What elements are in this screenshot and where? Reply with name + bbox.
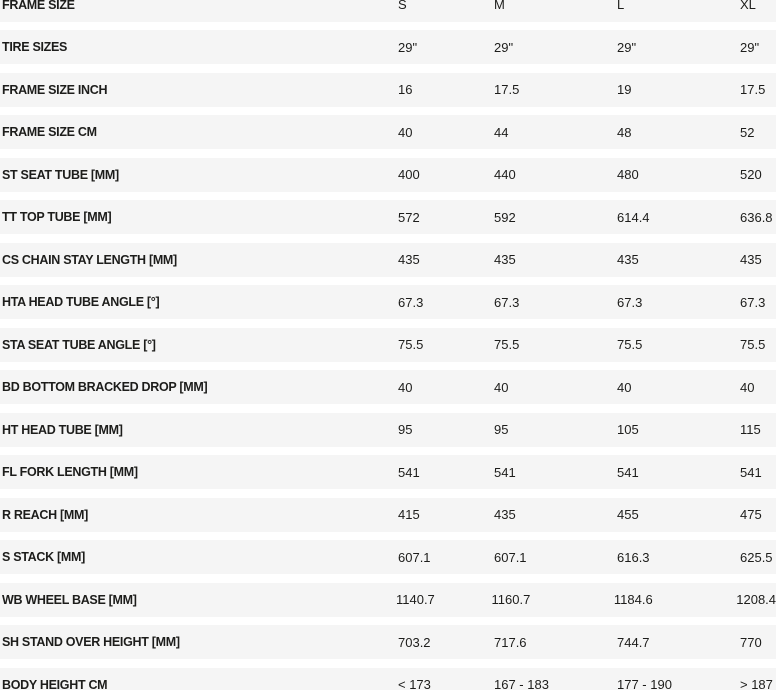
spec-value: 625.5: [740, 549, 773, 565]
spec-row: [0, 625, 776, 659]
spec-row: [0, 73, 776, 107]
spec-row-label: FRAME SIZE INCH: [2, 82, 108, 97]
spec-value: 572: [398, 209, 420, 225]
spec-value: 435: [494, 507, 516, 523]
spec-value: 44: [494, 124, 509, 140]
spec-value: 435: [494, 252, 516, 268]
spec-row: [0, 583, 776, 617]
spec-value: 29": [617, 39, 637, 55]
spec-value: 1208.4: [736, 592, 776, 608]
spec-value: 1184.6: [613, 592, 653, 608]
spec-value: 1140.7: [395, 592, 435, 608]
spec-value: 440: [494, 167, 516, 183]
spec-value: 115: [740, 422, 761, 438]
spec-value: 480: [617, 167, 639, 183]
spec-row-label: TIRE SIZES: [2, 40, 68, 55]
spec-row-label: TT TOP TUBE [MM]: [2, 210, 112, 225]
spec-value: 703.2: [398, 634, 431, 650]
spec-value: 19: [617, 82, 632, 98]
spec-value: 607.1: [398, 549, 431, 565]
spec-row-label: WB WHEEL BASE [MM]: [2, 592, 137, 607]
spec-value: < 173: [398, 677, 431, 690]
spec-row-label: ST SEAT TUBE [MM]: [2, 167, 119, 182]
spec-row: [0, 243, 776, 277]
spec-value: 48: [617, 124, 632, 140]
spec-value: 717.6: [494, 634, 527, 650]
spec-row: [0, 455, 776, 489]
spec-row-label: S STACK [MM]: [2, 550, 85, 565]
spec-row: [0, 0, 776, 22]
spec-row-label: BD BOTTOM BRACKED DROP [MM]: [2, 380, 208, 395]
spec-value: M: [494, 0, 505, 12]
spec-value: 636.8: [740, 209, 773, 225]
spec-row-label: FRAME SIZE CM: [2, 125, 97, 140]
spec-value: 17.5: [740, 82, 766, 98]
spec-row: [0, 115, 776, 149]
spec-value: 40: [740, 379, 755, 395]
spec-value: 435: [740, 252, 762, 268]
spec-row-label: CS CHAIN STAY LENGTH [MM]: [2, 252, 177, 267]
spec-row: [0, 285, 776, 319]
spec-value: 40: [494, 379, 509, 395]
spec-value: 105: [617, 422, 639, 438]
spec-row: [0, 158, 776, 192]
spec-value: 17.5: [494, 82, 520, 98]
spec-value: 95: [398, 422, 413, 438]
spec-row-label: HT HEAD TUBE [MM]: [2, 422, 123, 437]
spec-value: 541: [617, 464, 639, 480]
spec-value: 29": [740, 39, 760, 55]
spec-value: 592: [494, 209, 516, 225]
spec-value: 616.3: [617, 549, 650, 565]
spec-value: S: [398, 0, 407, 12]
spec-row: [0, 540, 776, 574]
spec-row-label: HTA HEAD TUBE ANGLE [°]: [2, 295, 160, 310]
spec-row: [0, 200, 776, 234]
spec-row-label: STA SEAT TUBE ANGLE [°]: [2, 337, 156, 352]
spec-value: 52: [740, 124, 755, 140]
spec-row-label: FRAME SIZE: [2, 0, 75, 12]
spec-value: 75.5: [398, 337, 424, 353]
spec-row-label: FL FORK LENGTH [MM]: [2, 465, 138, 480]
spec-value: 29": [494, 39, 514, 55]
spec-value: 75.5: [740, 337, 766, 353]
spec-value: 67.3: [494, 294, 520, 310]
spec-value: 607.1: [494, 549, 527, 565]
spec-value: 40: [617, 379, 632, 395]
spec-row-label: BODY HEIGHT CM: [2, 677, 108, 690]
spec-row: [0, 498, 776, 532]
spec-value: 16: [398, 82, 413, 98]
spec-value: 400: [398, 167, 420, 183]
spec-value: 435: [398, 252, 420, 268]
spec-row-label: R REACH [MM]: [2, 507, 88, 522]
spec-value: 75.5: [494, 337, 520, 353]
spec-value: 1160.7: [491, 592, 531, 608]
spec-value: 614.4: [617, 209, 650, 225]
spec-value: 95: [494, 422, 509, 438]
spec-row: [0, 370, 776, 404]
spec-value: 770: [740, 634, 762, 650]
spec-value: 520: [740, 167, 762, 183]
spec-value: 40: [398, 379, 413, 395]
spec-value: 67.3: [398, 294, 424, 310]
spec-value: 541: [494, 464, 516, 480]
spec-value: 67.3: [740, 294, 766, 310]
spec-value: 167 - 183: [494, 677, 549, 690]
spec-value: 744.7: [617, 634, 650, 650]
spec-value: 455: [617, 507, 639, 523]
spec-row: [0, 668, 776, 690]
spec-value: 475: [740, 507, 762, 523]
spec-value: XL: [740, 0, 756, 12]
spec-value: 177 - 190: [617, 677, 672, 690]
spec-row: [0, 328, 776, 362]
spec-value: 435: [617, 252, 639, 268]
spec-value: 415: [398, 507, 420, 523]
spec-row-label: SH STAND OVER HEIGHT [MM]: [2, 635, 180, 650]
spec-value: 541: [740, 464, 762, 480]
spec-value: 75.5: [617, 337, 643, 353]
spec-value: 67.3: [617, 294, 643, 310]
spec-value: 40: [398, 124, 413, 140]
spec-value: 29": [398, 39, 418, 55]
spec-value: 541: [398, 464, 420, 480]
spec-value: > 187: [740, 677, 773, 690]
spec-row: [0, 30, 776, 64]
spec-value: L: [617, 0, 625, 12]
spec-row: [0, 413, 776, 447]
